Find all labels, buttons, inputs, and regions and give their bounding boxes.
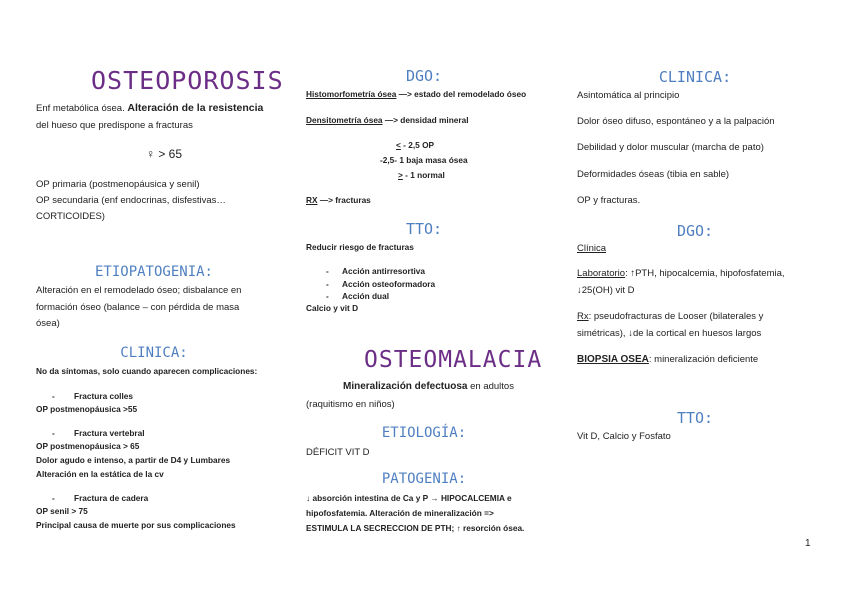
densi-rest: —> densidad mineral (382, 115, 469, 125)
osteo-bold: Mineralización defectuosa (343, 381, 468, 392)
tto-bullet: - (326, 279, 329, 289)
dgo-heading-osteomalacia: DGO: (676, 222, 714, 240)
laboratorio-line2: ↓25(OH) vit D (577, 285, 635, 296)
biopsia-line (577, 354, 758, 365)
tto-item-osteoformadora: Acción osteoformadora (342, 279, 436, 289)
osteomalacia-title: OSTEOMALACIA (364, 347, 543, 373)
etio-line-1: Alteración en el remodelado óseo; disbalance en (36, 285, 242, 296)
scale-op (396, 140, 434, 150)
fracture-cadera-detail: Principal causa de muerte por sus complicaciones (36, 520, 236, 530)
scale-sym-le: < (396, 140, 401, 150)
etiologia-text: DÉFICIT VIT D (306, 447, 370, 458)
tto-calcio: Calcio y vit D (306, 303, 359, 313)
clinica-item: OP y fracturas. (577, 195, 641, 206)
tto-bullet: - (326, 266, 329, 276)
osteoporosis-intro-line1 (36, 102, 263, 114)
etio-line-2: formación óseo (balance – con pérdida de masa (36, 302, 240, 313)
rx-looser-line1 (577, 311, 763, 322)
lab-label: Laboratorio (577, 268, 626, 279)
clinica-item: Debilidad y dolor muscular (marcha de pato) (577, 142, 764, 153)
scale-normal-text: - 1 normal (402, 170, 445, 180)
tto-heading-osteomalacia: TTO: (676, 409, 714, 427)
op-type-secondary-cont: CORTICOIDES) (36, 211, 105, 222)
scale-op-text: - 2,5 OP (400, 140, 435, 150)
clinica-intro: No da síntomas, solo cuando aparecen complicaciones: (36, 366, 258, 376)
tto-intro: Reducir riesgo de fracturas (306, 242, 414, 252)
rx-line (306, 195, 371, 205)
osteoporosis-title: OSTEOPOROSIS (91, 66, 284, 95)
biopsia-label: BIOPSIA OSEA (577, 354, 649, 365)
intro-bold: Alteración de la resistencia (127, 102, 264, 114)
op-type-secondary: OP secundaria (enf endocrinas, disfestivas… (36, 195, 226, 206)
patogenia-line-1: ↓ absorción intestina de Ca y P → HIPOCALCEMIA e (306, 493, 512, 503)
rx-label-osteomalacia: Rx (577, 311, 589, 322)
fracture-bullet: - (52, 493, 55, 503)
intro-plain: Enf metabólica ósea. (36, 103, 125, 114)
fracture-colles-name: Fractura colles (74, 391, 134, 401)
histomorfometria-line (306, 89, 526, 99)
sex-age-stat: ♀ > 65 (146, 147, 183, 161)
scale-sym-ge: > (398, 170, 403, 180)
fracture-vertebral-name: Fractura vertebral (74, 428, 145, 438)
fracture-bullet: - (52, 428, 55, 438)
dgo-heading-osteoporosis: DGO: (405, 67, 443, 85)
rx-rest: —> fracturas (317, 195, 371, 205)
clinica-item: Dolor óseo difuso, espontáneo y a la palpación (577, 116, 775, 127)
fracture-colles-detail: OP postmenopáusica >55 (36, 404, 138, 414)
patogenia-line-3: ESTIMULA LA SECRECCION DE PTH; ↑ resorción ósea. (306, 523, 525, 533)
rx-looser-line2: simétricas), ↓de la cortical en huesos largos (577, 328, 762, 339)
etio-line-3: ósea) (36, 318, 60, 329)
fracture-vertebral-detail: OP postmenopáusica > 65 (36, 441, 140, 451)
tto-heading-osteoporosis: TTO: (405, 220, 443, 238)
densi-label: Densitometría ósea (306, 115, 383, 125)
etiologia-heading: ETIOLOGÍA: (381, 425, 467, 441)
tto-item-antirresortiva: Acción antirresortiva (342, 266, 425, 276)
laboratorio-line1 (577, 268, 785, 279)
clinica-item: Deformidades óseas (tibia en sable) (577, 169, 730, 180)
biopsia-rest: : mineralización deficiente (648, 354, 759, 365)
fracture-vertebral-detail: Alteración en la estática de la cv (36, 469, 164, 479)
fracture-cadera-name: Fractura de cadera (74, 493, 149, 503)
clinica-heading-osteomalacia: CLINICA: (658, 68, 732, 86)
tto-osteomalacia-text: Vit D, Calcio y Fosfato (577, 431, 671, 442)
rx-rest1: : pseudofracturas de Looser (bilaterales y (588, 311, 764, 322)
osteo-plain: en adultos (467, 381, 514, 392)
page-number: 1 (805, 538, 811, 549)
scale-normal (398, 170, 445, 180)
clinica-heading-osteoporosis: CLINICA: (120, 345, 188, 361)
histo-rest: —> estado del remodelado óseo (396, 89, 527, 99)
tto-item-dual: Acción dual (342, 291, 390, 301)
patogenia-line-2: hipofosfatemia. Alteración de mineralización => (306, 508, 494, 518)
scale-low-mass: -2,5- 1 baja masa ósea (380, 155, 468, 165)
rx-label: RX (306, 195, 318, 205)
lab-rest1: : ↑PTH, hipocalcemia, hipofosfatemia, (625, 268, 785, 279)
clinica-item: Asintomática al principio (577, 90, 680, 101)
densitometria-line (306, 115, 469, 125)
osteoporosis-intro-line2: del hueso que predispone a fracturas (36, 120, 193, 131)
tto-bullet: - (326, 291, 329, 301)
osteomalacia-intro-line2: (raquitismo en niños) (306, 399, 395, 410)
fracture-cadera-detail: OP senil > 75 (36, 506, 88, 516)
histo-label: Histomorfometría ósea (306, 89, 397, 99)
fracture-vertebral-detail: Dolor agudo e intenso, a partir de D4 y Lumbares (36, 455, 231, 465)
op-type-primary: OP primaria (postmenopáusica y senil) (36, 179, 200, 190)
fracture-bullet: - (52, 391, 55, 401)
osteomalacia-intro-line1 (343, 381, 514, 392)
dgo-clinica-label: Clínica (577, 243, 607, 254)
etiopatogenia-heading: ETIOPATOGENIA: (94, 264, 213, 280)
patogenia-heading: PATOGENIA: (381, 471, 467, 487)
